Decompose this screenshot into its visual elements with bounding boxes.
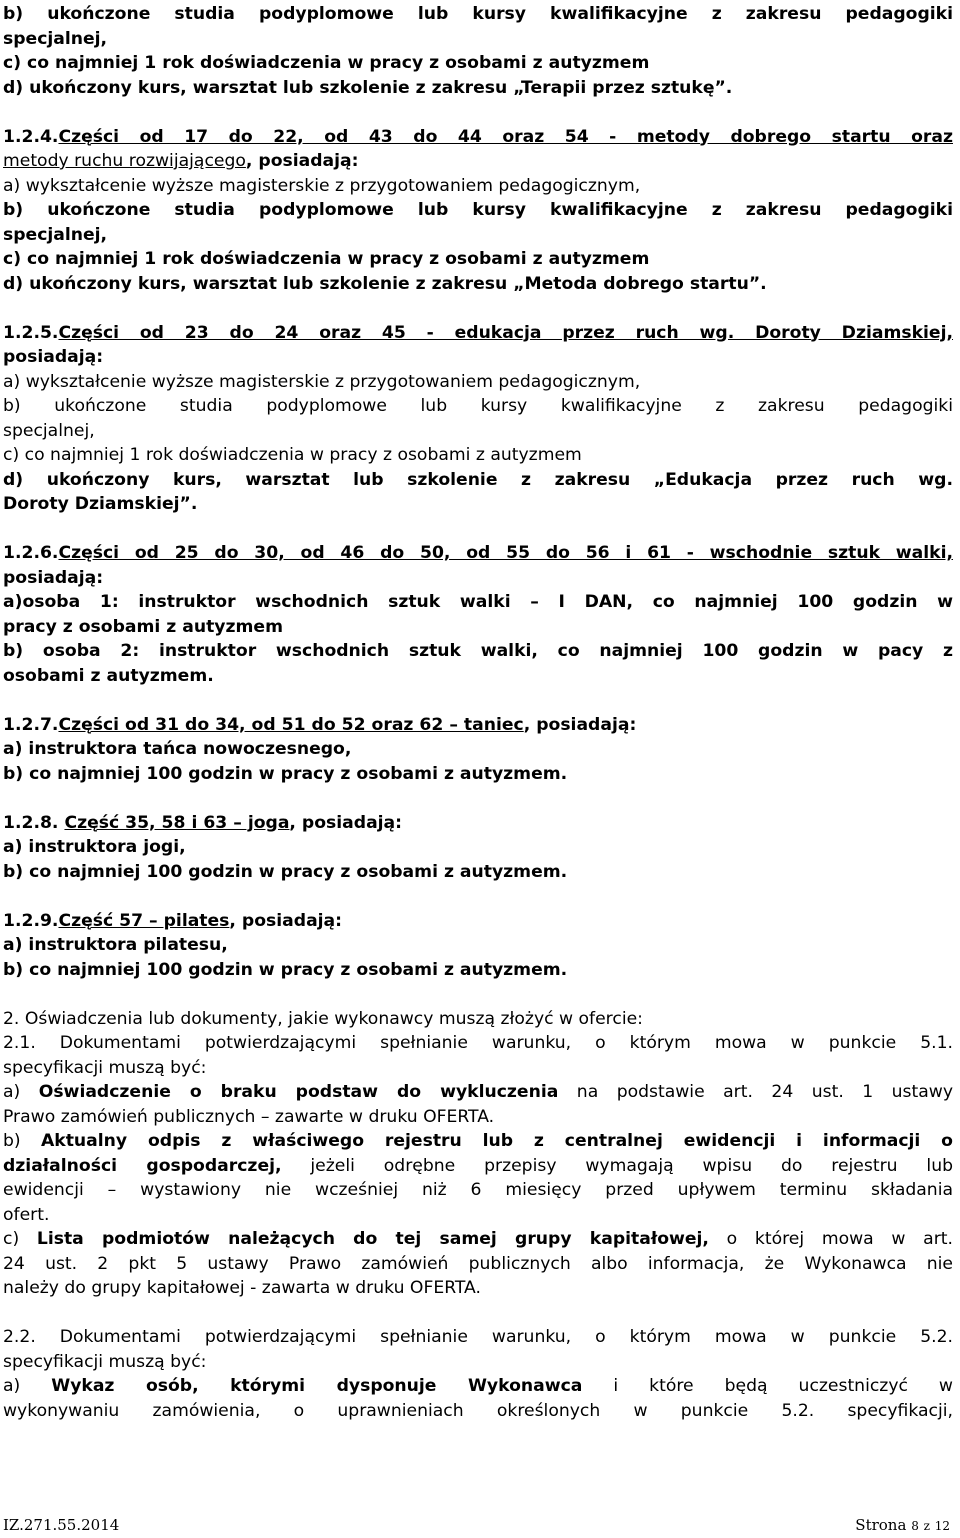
text-line: a) instruktora tańca nowoczesnego, [3,739,352,759]
item-letter: c) [3,1229,37,1249]
page-label: Strona [855,1516,907,1534]
text-line: ofert. [3,1204,50,1225]
text-line: posiadają: [3,347,104,367]
text-line: należy do grupy kapitałowej - zawarta w druku OFERTA. [3,1278,481,1298]
text-line: pracy z osobami z autyzmem [3,616,283,637]
page-current: 8 [911,1519,919,1533]
item-title: Aktualny odpis z właściwego rejestru lub z centralnej ewidencji i informacji o [40,1131,953,1151]
page-of: z [923,1519,930,1533]
text-line: 2.2. Dokumentami potwierdzającymi spełnianie warunku, o którym mowa w punkcie 5.2. [3,1327,953,1347]
page-number [855,1514,950,1536]
section-suffix: , posiadają: [229,910,343,931]
text-line: b) co najmniej 100 godzin w pracy z osobami z autyzmem. [3,959,568,980]
section-title: Część 35, 58 i 63 – joga [64,812,290,833]
text-line: b) ukończone studia podyplomowe lub kursy kwalifikacyjne z zakresu pedagogiki [3,4,953,24]
text-line: wykonywaniu zamówienia, o uprawnieniach określonych w punkcie 5.2. specyfikacji, [3,1400,953,1421]
section-suffix: , posiadają: [245,151,359,171]
text-line: 2. Oświadczenia lub dokumenty, jakie wykonawcy muszą złożyć w ofercie: [3,1008,643,1029]
document-reference: IZ.271.55.2014 [3,1516,120,1534]
item-letter: a) [3,1082,39,1102]
item-text: na podstawie art. 24 ust. 1 ustawy [558,1082,953,1102]
text-line: specyfikacji muszą być: [3,1351,207,1372]
section-number: 1.2.9. [3,910,59,931]
text-line: d) ukończony kurs, warsztat lub szkolenie z zakresu „Metoda dobrego startu”. [3,273,767,294]
page-total: 12 [934,1519,950,1533]
text-line: b) co najmniej 100 godzin w pracy z osobami z autyzmem. [3,763,568,784]
text-line: a) wykształcenie wyższe magisterskie z przygotowaniem pedagogicznym, [3,371,641,392]
item-letter: b) [3,1131,41,1151]
section-suffix: , posiadają: [289,812,403,833]
item-text: jeżeli odrębne przepisy wymagają wpisu do rejestru lub [281,1155,953,1176]
section-number: 1.2.7. [3,714,59,735]
item-title: Lista podmiotów należących do tej samej grupy kapitałowej, [36,1229,709,1249]
item-letter: a) [3,1376,52,1396]
text-line: a)osoba 1: instruktor wschodnich sztuk walki – I DAN, co najmniej 100 godzin w [3,592,953,612]
section-suffix: , posiadają: [523,714,637,735]
section-heading-1-2-5 [3,321,953,346]
item-title: działalności gospodarczej, [3,1155,282,1176]
text-line [3,1129,953,1154]
text-line: 24 ust. 2 pkt 5 ustawy Prawo zamówień publicznych albo informacja, że Wykonawca nie [3,1253,953,1274]
item-title: Wykaz osób, którymi dysponuje Wykonawca [51,1376,583,1396]
text-line [3,1080,953,1105]
section-heading-1-2-8 [3,811,953,836]
text-line [3,1154,953,1179]
text-line: specjalnej, [3,224,108,245]
text-line: specyfikacji muszą być: [3,1057,207,1078]
text-line: b) osoba 2: instruktor wschodnich sztuk walki, co najmniej 100 godzin w pacy z [3,641,953,661]
item-text: i które będą uczestniczyć w [582,1376,953,1396]
item-text: o której mowa w art. [708,1229,953,1249]
section-number: 1.2.6. [3,543,59,563]
text-line: ewidencji – wystawiony nie wcześniej niż 6 miesięcy przed upływem terminu składania [3,1180,953,1200]
section-title: Części od 17 do 22, od 43 do 44 oraz 54 - metody dobrego startu oraz [58,126,953,147]
section-title: Części od 31 do 34, od 51 do 52 oraz 62 – taniec [58,714,524,735]
text-line: posiadają: [3,567,104,588]
text-line: d) ukończony kurs, warsztat lub szkolenie z zakresu „Edukacja przez ruch wg. [3,469,953,490]
text-line: Prawo zamówień publicznych – zawarte w druku OFERTA. [3,1106,495,1127]
text-line: specjalnej, [3,420,95,441]
text-line: Doroty Dziamskiej”. [3,494,198,514]
text-line: d) ukończony kurs, warsztat lub szkolenie z zakresu „Terapii przez sztukę”. [3,77,733,98]
section-heading-continued [3,149,953,174]
item-title: Oświadczenie o braku podstaw do wykluczenia [38,1082,559,1102]
text-line [3,1374,953,1399]
text-line: a) instruktora jogi, [3,837,186,857]
section-title: Części od 23 do 24 oraz 45 - edukacja przez ruch wg. Doroty Dziamskiej, [58,322,953,343]
text-line: b) ukończone studia podyplomowe lub kursy kwalifikacyjne z zakresu pedagogiki [3,396,953,416]
text-line: osobami z autyzmem. [3,665,214,686]
section-heading-1-2-9 [3,909,953,934]
text-line: 2.1. Dokumentami potwierdzającymi spełnianie warunku, o którym mowa w punkcie 5.1. [3,1033,953,1053]
section-title: Części od 25 do 30, od 46 do 50, od 55 do 56 i 61 - wschodnie sztuk walki, [58,543,953,563]
section-number: 1.2.4. [3,126,59,147]
section-title: Część 57 – pilates [58,910,230,931]
text-line: a) wykształcenie wyższe magisterskie z przygotowaniem pedagogicznym, [3,175,641,196]
section-heading-1-2-4 [3,125,953,150]
text-line [3,1227,953,1252]
text-line: b) ukończone studia podyplomowe lub kursy kwalifikacyjne z zakresu pedagogiki [3,200,953,220]
text-line: specjalnej, [3,28,108,49]
text-line: c) co najmniej 1 rok doświadczenia w pracy z osobami z autyzmem [3,445,582,465]
section-number: 1.2.5. [3,322,59,343]
text-line: c) co najmniej 1 rok doświadczenia w pracy z osobami z autyzmem [3,53,650,73]
section-number: 1.2.8. [3,812,65,833]
text-line: b) co najmniej 100 godzin w pracy z osobami z autyzmem. [3,861,568,882]
text-line: c) co najmniej 1 rok doświadczenia w pracy z osobami z autyzmem [3,249,650,269]
text-line: a) instruktora pilatesu, [3,935,228,955]
section-title: metody ruchu rozwijającego [3,151,246,171]
section-heading-1-2-6 [3,541,953,566]
section-heading-1-2-7 [3,713,953,738]
